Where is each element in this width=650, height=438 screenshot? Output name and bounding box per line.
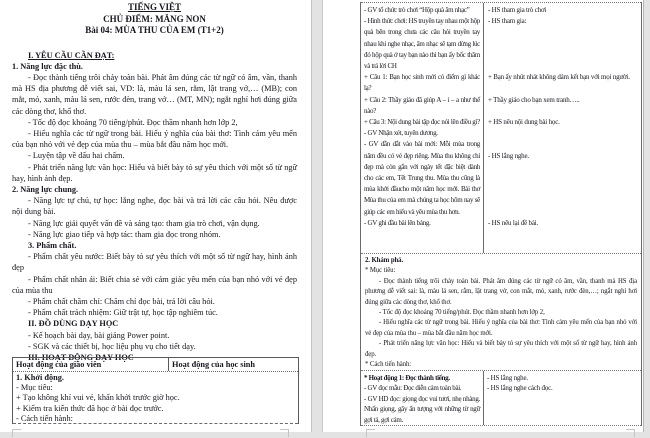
- activity-table-page1: [12, 357, 299, 424]
- student-line: + HS nêu nội dung bài học.: [488, 118, 560, 126]
- warmup-continuation-row: [361, 2, 641, 254]
- student-line: - HS lắng nghe.: [488, 152, 529, 160]
- body-paragraph: - Năng lực giải quyết vấn đề và sáng tạo: tham gia trò chơi, vận dụng.: [28, 218, 260, 228]
- cell-line: 2. Khám phá.: [365, 257, 404, 264]
- body-paragraph: - Tốc độ đọc khoảng 70 tiếng/phút. Đọc thầm nhanh hơn lớp 2,: [28, 117, 238, 127]
- body-paragraph: - Hiểu nghĩa các từ ngữ trong bài. Hiểu ý nghĩa của bài thơ: Tình cảm yêu mến của bạn nhỏ với vẻ đẹp của mùa thu – mùa bắt đầu năm học mới.: [12, 128, 297, 150]
- crop-mark: [366, 429, 375, 437]
- student-line: + Thầy giáo cho bạn xem tranh…..: [488, 96, 580, 104]
- cell-line: - Mục tiêu:: [16, 383, 53, 393]
- sub-heading: 2. Năng lực chung.: [12, 184, 79, 194]
- cell-line: - Hiểu nghĩa các từ ngữ trong bài. Hiểu ý nghĩa của bài thơ: Tình cảm yêu mến của bạn nhỏ với vẻ đẹp của mùa thu – mùa bắt đầu năm học mới.: [365, 319, 637, 337]
- body-paragraph: - SGK và các thiết bị, học liệu phụ vụ cho tiết dạy.: [28, 341, 196, 351]
- title-line: CHỦ ĐIỂM: MĂNG NON: [103, 13, 206, 24]
- student-line: - HS lắng nghe.: [487, 374, 528, 382]
- student-line: - HS tham gia trò chơi: [488, 6, 547, 14]
- section-heading: III. HOẠT ĐỘNG DẠY HỌC: [28, 352, 134, 362]
- crop-mark: [12, 429, 21, 437]
- body-paragraph: - Năng lực tự chủ, tự học: lắng nghe, đọc bài và trả lời các câu hỏi. Nêu được nội dung bài.: [12, 196, 297, 217]
- teacher-line: + Câu 3: Nội dung bài tập đọc nói lên điều gì?: [364, 118, 480, 127]
- sub-heading: 3. Phẩm chất.: [28, 240, 77, 250]
- body-paragraph: - Phẩm chất yêu nước: Biết bày tỏ sự yêu thích với một số từ ngữ hay, hình ảnh đẹp: [12, 252, 297, 273]
- cell-line: - Tốc độ đọc khoảng 70 tiếng/phút. Đọc thầm nhanh hơn lớp 2,: [379, 309, 545, 317]
- teacher-line: - GV tổ chức trò chơi “Hộp quà âm nhạc”: [364, 6, 470, 14]
- page1-paragraphs: [12, 50, 297, 364]
- header-student-activity: Hoạt động của học sinh: [172, 360, 255, 369]
- section-heading: I. YÊU CẦU CẦN ĐẠT:: [28, 50, 115, 60]
- lesson-title: [12, 0, 297, 37]
- crop-mark: [280, 429, 289, 437]
- teacher-line: - GV Nhận xét, tuyên dương.: [364, 129, 438, 138]
- body-paragraph: - Phẩm chất trách nhiệm: Giữ trật tự, học tập nghiêm túc.: [28, 308, 218, 318]
- teacher-line: - GV đọc mẫu: Đọc diễn cảm toàn bài.: [364, 384, 462, 393]
- student-column: [484, 3, 641, 253]
- body-paragraph: - Kế hoạch bài dạy, bài giảng Power point.: [28, 330, 170, 340]
- title-line: Bài 04: MÙA THU CỦA EM (T1+2): [85, 25, 224, 35]
- teacher-column: [361, 3, 484, 253]
- sub-heading: 1. Năng lực đặc thù.: [12, 61, 83, 71]
- cell-line: - Đọc thành tiếng trôi chảy toàn bài. Phát âm đúng các từ ngữ có âm, vần, thanh mà HS địa phương dễ viết sai: là, màu lá sen, rằm, lật trang vở, con mắt, mỏ, xanh, rước đèn,…; ngắt nghỉ hơi đúng giữa các dòng thơ, khổ thơ.: [365, 277, 637, 306]
- cell-line: - Cách tiến hành:: [16, 413, 73, 423]
- cell-line: + Tạo không khí vui vẻ, khấn khởi trước giờ học.: [16, 393, 180, 403]
- body-paragraph: - Đọc thành tiếng trôi chảy toàn bài. Phát âm đúng các từ ngữ có âm, vần, thanh mà HS địa phương dễ viết sai, VD: là, màu lá sen, rằm, lật trang vở,… (MB); con mắt, mỏ, xanh, màu lá sen, rước đèn, trang vở… (MT, MN); ngắt nghỉ hơi đúng giữa các dòng thơ, khổ thơ.: [12, 72, 297, 116]
- body-paragraph: - Năng lực giao tiếp và hợp tác: tham gia đọc trong nhóm.: [28, 229, 221, 239]
- title-line: TIẾNG VIỆT: [127, 2, 182, 12]
- page1-body: [12, 0, 297, 363]
- section-heading: II. ĐỒ DÙNG DẠY HỌC: [28, 319, 119, 329]
- cell-line: * Cách tiến hành:: [365, 361, 412, 369]
- teacher-column: [361, 371, 484, 425]
- warmup-row: [13, 372, 298, 424]
- student-line: - HS lắng nghe cách đọc.: [487, 384, 553, 393]
- document-page-2: [322, 0, 644, 432]
- student-line: - HS nêu lại đề bài.: [488, 219, 539, 227]
- document-page-1: [0, 0, 312, 432]
- teacher-line: * Hoạt động 1: Đọc thành tiếng.: [364, 374, 450, 382]
- student-line: - HS tham gia:: [488, 17, 527, 25]
- body-paragraph: - Luyện tập về dấu hai chấm.: [28, 151, 125, 161]
- body-paragraph: - Phát triển năng lực văn học: Hiểu và biết bày tỏ sự yêu thích với một số từ ngữ hay, hình ảnh đẹp.: [12, 162, 297, 183]
- teacher-line: + Câu 2: Thầy giáo đã giúp A – i – a như thế nào?: [364, 95, 480, 115]
- crop-mark: [626, 429, 635, 437]
- teacher-line: + Câu 1: Bạn học sinh mới có điểm gì khác lạ?: [364, 73, 480, 93]
- activity-table-header: [13, 358, 298, 372]
- student-column: [484, 371, 641, 425]
- teacher-line: - GV HD đọc: giọng đọc vui tươi, nhẹ nhàng. Nhấn giọng, gây ấn tượng với những từ ngữ gợi tả, gợi cảm.: [364, 394, 480, 424]
- teacher-line: - GV dẫn dắt vào bài mới: Mỗi mùa trong năm đều có vẻ đẹp riêng. Mùa thu không chỉ đẹp mà còn gắn với ngày tết đặc biệt dành cho các em, Tết Trung thu. Mùa thu cũng là mùa khởi đầucho một năm học mới. Bài thơ Mùa thu của em mà chúng ta học hôm nay sẽ giúp các em hiểu và yêu mùa thu hơn.: [364, 140, 480, 216]
- header-teacher-activity: Hoạt động của giáo viên: [13, 358, 169, 371]
- activity-table-page2: [360, 2, 642, 426]
- cell-line: 1. Khởi động.: [16, 373, 64, 382]
- body-paragraph: - Phẩm chất nhân ái: Biết chia sẻ với cảm giác yêu mến của bạn nhỏ với vẻ đẹp của mùa thu: [12, 274, 297, 295]
- student-line: + Bạn ấy nhút nhát không dám kết bạn với mọi người.: [488, 73, 630, 81]
- cell-line: + Kiểm tra kiến thức đã học ở bài đọc trước.: [16, 403, 164, 413]
- teacher-line: - GV ghi đầu bài lên bảng.: [364, 218, 431, 227]
- cell-line: * Mục tiêu:: [365, 267, 396, 275]
- teacher-line: - Hình thức chơi: HS truyền tay nhau một hộp quà bên trong chưa các câu hỏi truyền tay nhau khi nghe nhạc, âm nhạc sẽ tạm dừng lúc đó hộp quà ở tay bạn nào thì bạn ấy bốc thăm và trả lời CH: [364, 17, 480, 71]
- body-paragraph: - Phẩm chất chăm chỉ: Chăm chỉ đọc bài, trả lời câu hỏi.: [28, 296, 215, 306]
- cell-line: - Phát triển năng lực văn học: Hiểu và biết bày tỏ sự yêu thích với một số từ ngữ hay, hình ảnh đẹp.: [365, 340, 637, 358]
- activity1-row: [361, 371, 641, 426]
- discovery-section-row: [361, 254, 641, 371]
